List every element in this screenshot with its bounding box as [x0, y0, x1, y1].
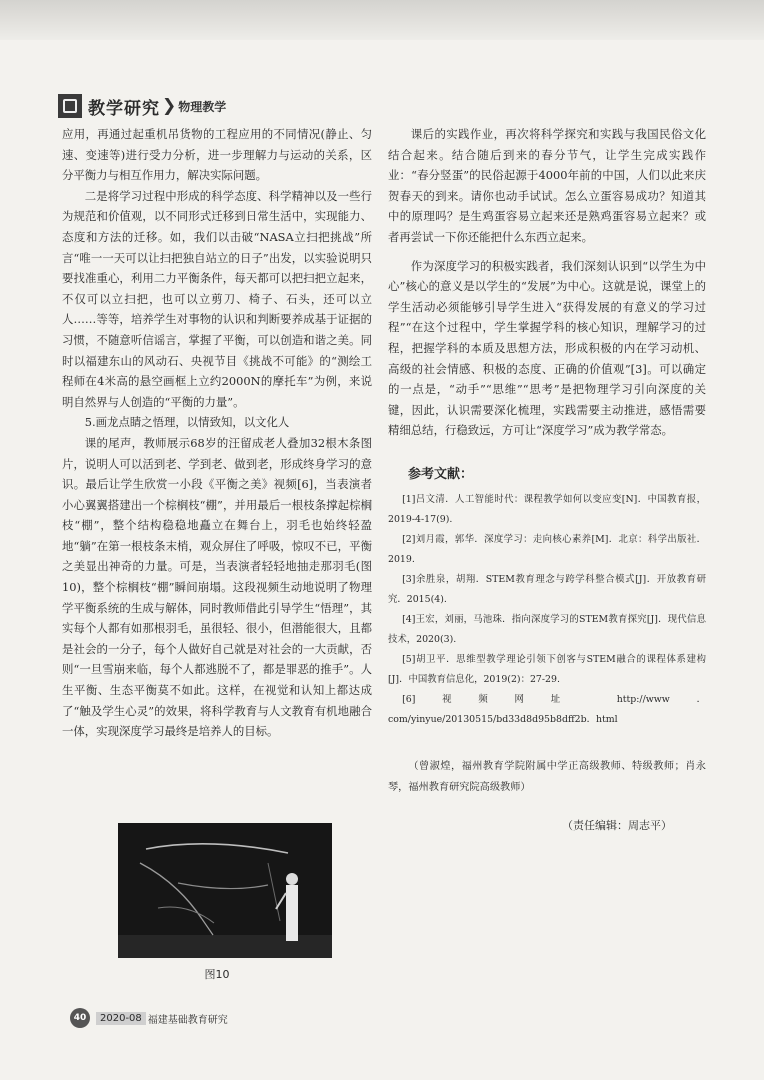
- references-list: [388, 490, 706, 730]
- paragraph: 二是将学习过程中形成的科学态度、科学精神以及一些行为规范和价值观，以不同形式迁移到日常生活中，实现能力、态度和方法的迁移。如，我们以击破“NASA立扫把挑战”所言“唯一一天可以让扫把独自站立的日子”出发，以实验说明只要找准重心，利用二力平衡条件，每天都可以把扫把立起来，不仅可以立扫把，也可以立剪刀、椅子、石头，还可以立人……等等，培养学生对事物的认识和判断要养成基于证据的习惯，不随意听信谣言，掌握了平衡，可以创造和谐之美。同时以福建东山的风动石、央视节目《挑战不可能》的“测绘工程师在4米高的悬空画框上立约2000N的摩托车”为例，来说明自然界与人创造的“平衡的力量”。: [62, 188, 372, 409]
- page-footer: [70, 1008, 228, 1028]
- balance-performance-image: [118, 823, 332, 958]
- section-title: 教学研究: [88, 98, 160, 119]
- paragraph: 应用，再通过起重机吊货物的工程应用的不同情况(静止、匀速、变速等)进行受力分析，进一步理解力与运动的关系，区分平衡力与相互作用力，解决实际问题。: [62, 127, 372, 183]
- issue-label: 2020-08: [96, 1012, 146, 1025]
- paragraph: 课的尾声，教师展示68岁的汪留成老人叠加32根木条图片，说明人可以活到老、学到老、做到老，形成终身学习的意识。最后让学生欣赏一小段《平衡之美》视频[6]，当表演者小心翼翼搭建出一个棕榈枝“棚”，并用最后一根枝条撑起棕榈枝“棚”，整个结构稳稳地矗立在舞台上，羽毛也始终轻盈地“躺”在第一根枝条末梢，观众屏住了呼吸，惊叹不已，平衡之美显出神奇的力量。可是，当表演者轻轻地抽走那羽毛(图10)，整个棕榈枝“棚”瞬间崩塌。这段视频生动地说明了物理学平衡系统的生成与解体，同时教师借此引导学生“悟理”，其实每个人都有如那根羽毛，虽很轻、很小，但潜能很大，且都是社会的一分子，每个人做好自己就是对社会的一大贡献，否则“一旦雪崩来临，每个人都逃脱不了，都是罪恶的推手”。人生平衡、生态平衡莫不如此。这样，在视觉和认知上都达成了“触及学生心灵”的效果，将科学教育与人文教育有机地融合一体，实现深度学习最终是培养人的目标。: [62, 435, 372, 739]
- paragraph: 作为深度学习的积极实践者，我们深刻认识到“以学生为中心”核心的意义是以学生的“发展”为中心。这就是说，课堂上的学生活动必须能够引导学生进入“获得发展的有意义的学习过程”“在这个过程中，学生掌握学科的核心知识，理解学习的过程，把握学科的本质及思想方法，形成积极的内在学习动机、高级的社会情感、积极的态度、正确的价值观”[3]。可以确定的一点是，“动手”“思维”“思考”是把物理学习引向深度的关键，因此，认识需要深化梳理，实践需要主动推进，感悟需要精细总结，行稳致远，方可让“深度学习”成为教学常态。: [388, 258, 706, 438]
- figure-caption: 图10: [204, 968, 230, 981]
- scan-shadow: [0, 0, 764, 40]
- reference-item: [6]视频网址 http://www．com/yinyue/20130515/bd33d8d95b8dff2b．html: [388, 693, 706, 725]
- reference-item: [2]刘月霞，郭华．深度学习：走向核心素养[M]．北京：科学出版社．2019.: [388, 533, 706, 565]
- journal-name: 福建基础教育研究: [147, 1014, 228, 1026]
- subsection-title: 物理教学: [178, 99, 227, 114]
- left-column: [62, 124, 372, 742]
- section-heading: 5.画龙点睛之悟理，以情致知，以文化人: [84, 415, 290, 430]
- reference-item: [1]吕文清．人工智能时代：课程教学如何以变应变[N]．中国教育报，2019-4-17(9).: [388, 493, 706, 525]
- section-icon: [58, 94, 82, 118]
- editor-credit: （责任编辑：周志平）: [562, 818, 672, 832]
- page-header: [58, 93, 358, 119]
- page-number: 40: [70, 1008, 90, 1028]
- reference-item: [5]胡卫平．思维型教学理论引领下创客与STEM融合的课程体系建构[J]．中国教育信息化，2019(2)：27-29.: [388, 653, 706, 685]
- references-title: 参考文献：: [408, 466, 474, 482]
- paragraph: 课后的实践作业，再次将科学探究和实践与我国民俗文化结合起来。结合随后到来的春分节气，让学生完成实践作业：“春分竖蛋”的民俗起源于4000年前的中国，人们以此来庆贺春天的到来。请你也动手试试。怎么立蛋容易成功？知道其中的原理吗？是生鸡蛋容易立起来还是熟鸡蛋容易立起来？或者再尝试一下你还能把什么东西立起来。: [388, 127, 706, 244]
- author-note: （曾淑煌，福州教育学院附属中学正高级教师、特级教师；肖永琴，福州教育研究院高级教师）: [388, 760, 706, 793]
- reference-item: [3]余胜泉，胡翔．STEM教育理念与跨学科整合模式[J]．开放教育研究．2015(4).: [388, 573, 706, 605]
- figure-10-photo: [118, 823, 332, 958]
- chevron-right-icon: ❯: [162, 96, 177, 116]
- reference-item: [4]王宏，刘丽，马池珠．指向深度学习的STEM教育探究[J]．现代信息技术，2020(3).: [388, 613, 706, 645]
- right-column: [388, 124, 706, 836]
